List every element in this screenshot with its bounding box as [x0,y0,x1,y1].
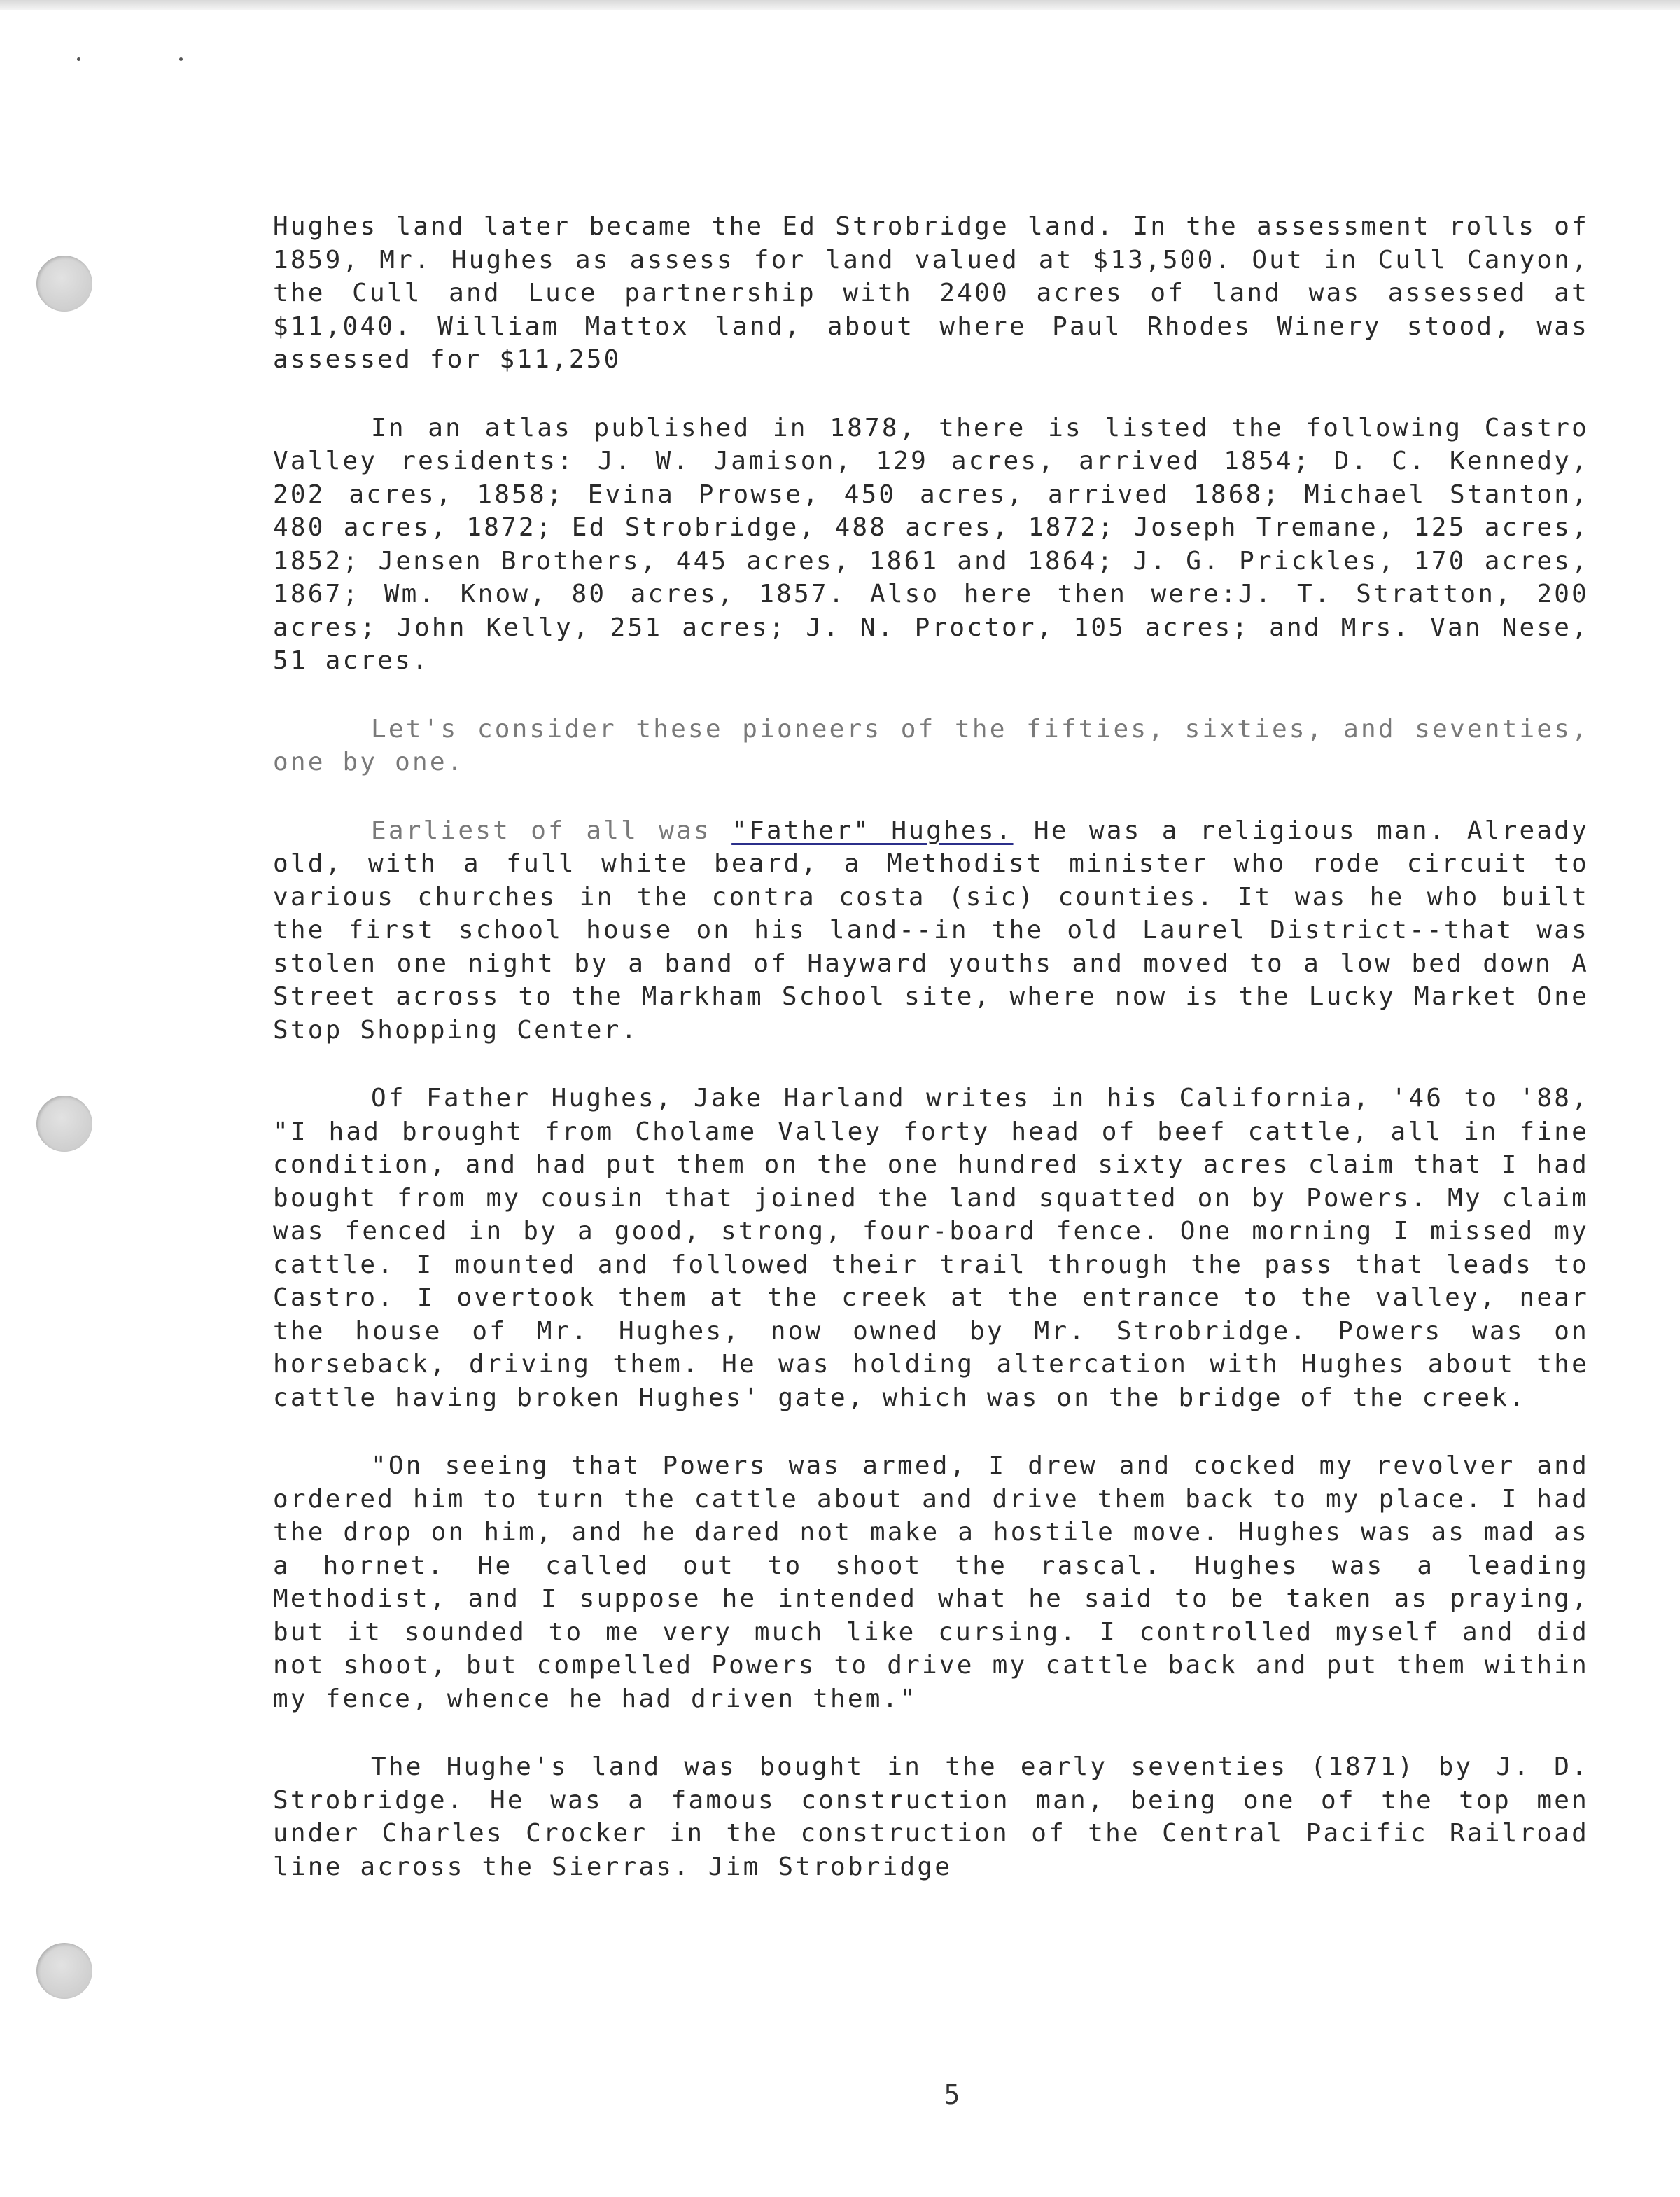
paragraph-strobridge [273,1750,1589,1883]
underlined-name: "Father" Hughes. [732,816,1014,845]
paragraph-text: "On seeing that Powers was armed, I drew and cocked my revolver and ordered him to turn the cattle about and drive them back to my place. I had the drop on him, and he dared not make a hostile move. Hughes was as mad as a hornet. He called out to shoot the rascal. Hughes was a leading Methodist, and I suppose he intended what he said to be taken as praying, but it sounded to me very much like cursing. I controlled myself and did not shoot, but compelled Powers to drive my cattle back and put them within my fence, whence he had driven them." [273,1451,1589,1713]
paragraph-atlas-1878 [273,412,1589,678]
document-body [273,210,1589,1918]
paragraph-text: Of Father Hughes, Jake Harland writes in his California, '46 to '88, "I had brought from Cholame Valley forty head of beef cattle, all in fine condition, and had put them on the one hundred sixty acres claim that I had bought from my cousin that joined the land squatted on by Powers. My claim was fenced in by a good, strong, four-board fence. One morning I missed my cattle. I mounted and followed their trail through the pass that leads to Castro. I overtook them at the creek at the entrance to the valley, near the house of Mr. Hughes, now owned by Mr. Strobridge. Powers was on horseback, driving them. He was holding altercation with Hughes about the cattle having broken Hughes' gate, which was on the bridge of the creek. [273,1084,1589,1412]
paragraph-text: The Hughe's land was bought in the early seventies (1871) by J. D. Strobridge. He was a famous construction man, being one of the top men under Charles Crocker in the construction of the Central Pacific Railroad line across the Sierras. Jim Strobridge [273,1752,1589,1881]
paragraph-father-hughes [273,814,1589,1047]
paragraph-pioneers [273,713,1589,779]
binder-hole-bottom [36,1943,92,1999]
paragraph-assessment-rolls [273,210,1589,377]
binder-hole-top [36,256,92,312]
paragraph-text: In an atlas published in 1878, there is listed the following Castro Valley residents: J. W. Jamison, 129 acres, arrived 1854; D. C. Kennedy, 202 acres, 1858; Evina Prowse, 450 acres, arrived 1868; Michael Stanton, 480 acres, 1872; Ed Strobridge, 488 acres, 1872; Joseph Tremane, 125 acres, 1852; Jensen Brothers, 445 acres, 1861 and 1864; J. G. Prickles, 170 acres, 1867; Wm. Know, 80 acres, 1857. Also here then were:J. T. Stratton, 200 acres; John Kelly, 251 acres; J. N. Proctor, 105 acres; and Mrs. Van Nese, 51 acres. [273,413,1589,675]
binder-hole-middle [36,1096,92,1152]
paragraph-text: Let's consider these pioneers of the fifties, sixties, and seventies, one by one. [273,714,1589,776]
paragraph-lead: Earliest of all was [371,816,732,845]
paragraph-text: Hughes land later became the Ed Strobridge land. In the assessment rolls of 1859, Mr. Hughes as assess for land valued at $13,500. Out in Cull Canyon, the Cull and Luce partnership with 2400 acres of land was assessed at $11,040. William Mattox land, about where Paul Rhodes Winery stood, was assessed for $11,250 [273,212,1589,374]
scan-top-edge [0,0,1680,10]
scan-speck [179,57,183,61]
page-number: 5 [944,2079,960,2110]
paragraph-harland-quote [273,1082,1589,1414]
scan-speck [77,57,80,61]
paragraph-text: He was a religious man. Already old, with a full white beard, a Methodist minister who rode circuit to various churches in the contra costa (sic) counties. It was he who built the first school house on his land--in the old Laurel District--that was stolen one night by a band of Hayward youths and moved to a low bed down A Street across to the Markham School site, where now is the Lucky Market One Stop Shopping Center. [273,816,1589,1045]
paragraph-powers-armed [273,1449,1589,1715]
